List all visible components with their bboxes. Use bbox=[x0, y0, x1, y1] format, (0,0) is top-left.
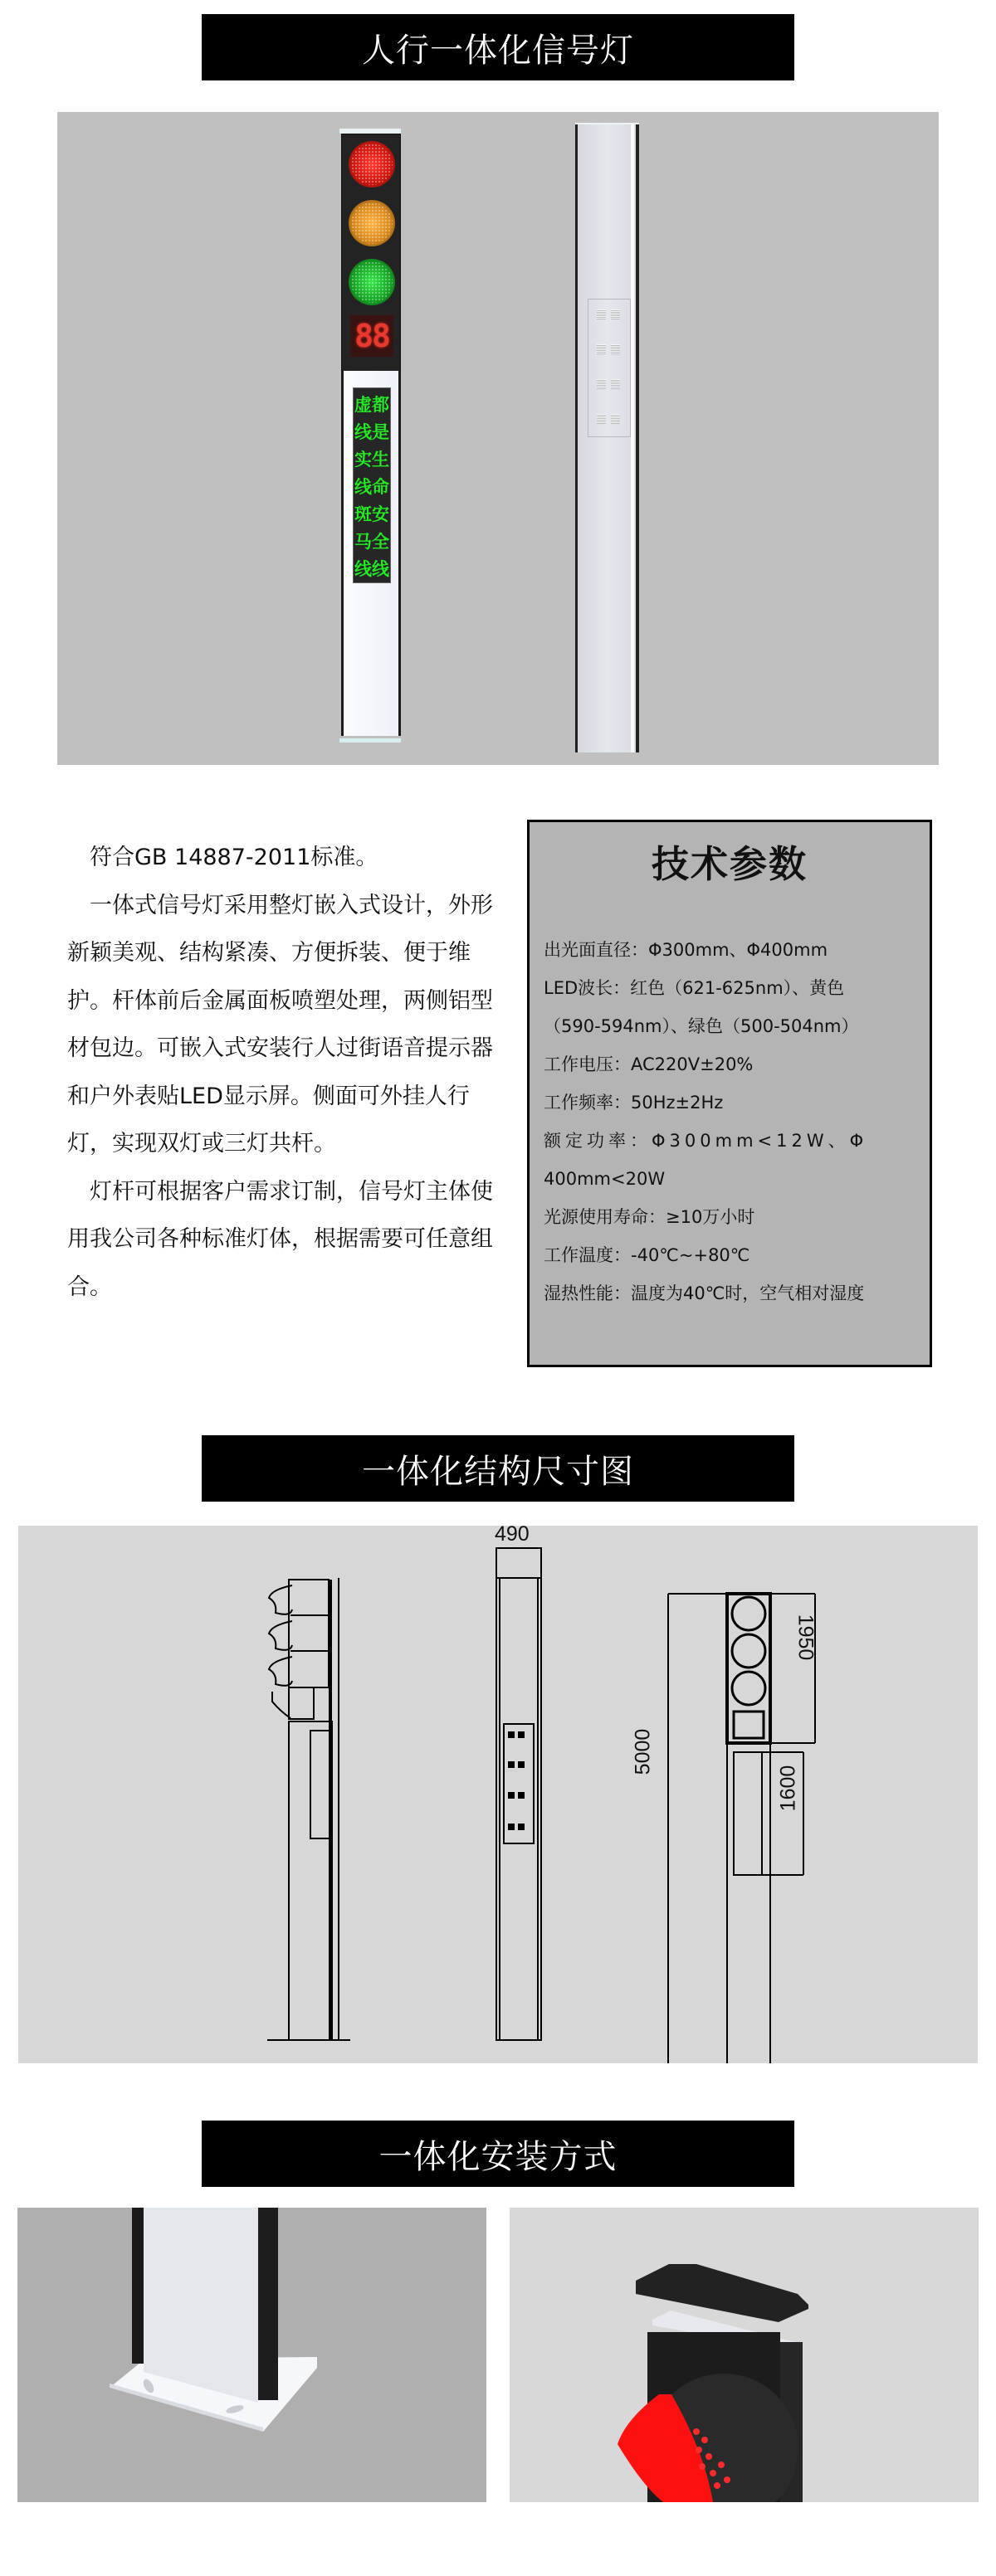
product-hero-image bbox=[57, 112, 939, 765]
vent-icon bbox=[597, 309, 606, 319]
spec-row: 出光面直径：Φ300mm、Φ400mm bbox=[544, 940, 828, 960]
paragraph: 一体式信号灯采用整灯嵌入式设计，外形新颖美观、结构紧凑、方便拆装、便于维护。杆体前后金属面板喷塑处理，两侧铝型材包边。可嵌入式安装行人过街语音提示器和户外表贴LED显示屏。侧面可外挂人行灯，实现双灯或三灯共杆。 bbox=[67, 892, 493, 1157]
spec-row: 额定功率：Φ300mm<12W、Φ bbox=[544, 1131, 868, 1151]
spec-row: LED波长：红色（621-625nm）、黄色 bbox=[544, 978, 845, 998]
spec-row: 湿热性能：温度为40℃时，空气相对湿度 bbox=[544, 1283, 865, 1303]
led-line: 实生 bbox=[354, 450, 389, 470]
spec-row: （590-594nm）、绿色（500-504nm） bbox=[544, 1016, 859, 1036]
led-line: 虚都 bbox=[354, 395, 389, 415]
spec-row: 工作电压：AC220V±20% bbox=[544, 1054, 754, 1074]
spec-box bbox=[527, 820, 932, 1367]
dim-head-height-label: 1950 bbox=[793, 1614, 818, 1661]
spec-row: 工作温度：-40℃~+80℃ bbox=[544, 1245, 750, 1265]
led-line: 线命 bbox=[354, 477, 389, 497]
spec-row: 400mm<20W bbox=[544, 1169, 666, 1189]
vent-icon bbox=[597, 344, 606, 354]
signal-head-illustration bbox=[510, 2208, 979, 2502]
vent-icon bbox=[611, 344, 620, 354]
section-title: 人行一体化信号灯 bbox=[362, 31, 634, 70]
install-head-image bbox=[510, 2208, 979, 2502]
led-line: 线线 bbox=[354, 559, 389, 579]
vent-icon bbox=[611, 379, 620, 389]
pole-front-view bbox=[339, 129, 401, 743]
drawing-svg bbox=[18, 1526, 978, 2063]
section-banner-installation bbox=[202, 2121, 794, 2187]
green-lamp-icon bbox=[349, 259, 395, 305]
dim-screen-height-label: 1600 bbox=[776, 1765, 800, 1812]
dim-width-label: 490 bbox=[495, 1522, 530, 1546]
section-title: 一体化安装方式 bbox=[378, 2137, 618, 2176]
dimension-drawing bbox=[18, 1522, 978, 2063]
red-lamp-icon bbox=[349, 141, 395, 187]
section-title: 一体化结构尺寸图 bbox=[362, 1452, 634, 1491]
access-door bbox=[588, 299, 631, 437]
pole-body-back bbox=[575, 124, 639, 752]
section-banner-dimensions bbox=[202, 1435, 794, 1502]
spec-title: 技术参数 bbox=[651, 842, 808, 886]
vent-icon bbox=[597, 379, 606, 389]
paragraph: 灯杆可根据客户需求订制，信号灯主体使用我公司各种标准灯体，根据需要可任意组合。 bbox=[67, 1178, 493, 1300]
pole-body bbox=[341, 371, 401, 736]
yellow-lamp-icon bbox=[349, 200, 395, 246]
led-line: 斑安 bbox=[354, 504, 389, 524]
product-description bbox=[67, 834, 499, 1311]
countdown-display: 88 bbox=[350, 315, 393, 357]
vent-icon bbox=[611, 414, 620, 424]
dim-total-height-label: 5000 bbox=[631, 1728, 655, 1775]
paragraph: 符合GB 14887-2011标准。 bbox=[90, 845, 378, 870]
pole-base-illustration bbox=[17, 2208, 486, 2502]
led-line: 马全 bbox=[354, 532, 389, 552]
led-screen bbox=[353, 387, 391, 583]
pole-base bbox=[339, 738, 401, 743]
vent-icon bbox=[611, 309, 620, 319]
signal-head bbox=[341, 134, 401, 373]
spec-row: 工作频率：50Hz±2Hz bbox=[544, 1093, 724, 1113]
spec-row: 光源使用寿命：≥10万小时 bbox=[544, 1207, 755, 1227]
install-base-image bbox=[17, 2208, 486, 2502]
vent-icon bbox=[597, 414, 606, 424]
led-line: 线是 bbox=[354, 422, 389, 442]
section-banner-product bbox=[202, 14, 794, 80]
pole-back-view bbox=[575, 124, 639, 763]
